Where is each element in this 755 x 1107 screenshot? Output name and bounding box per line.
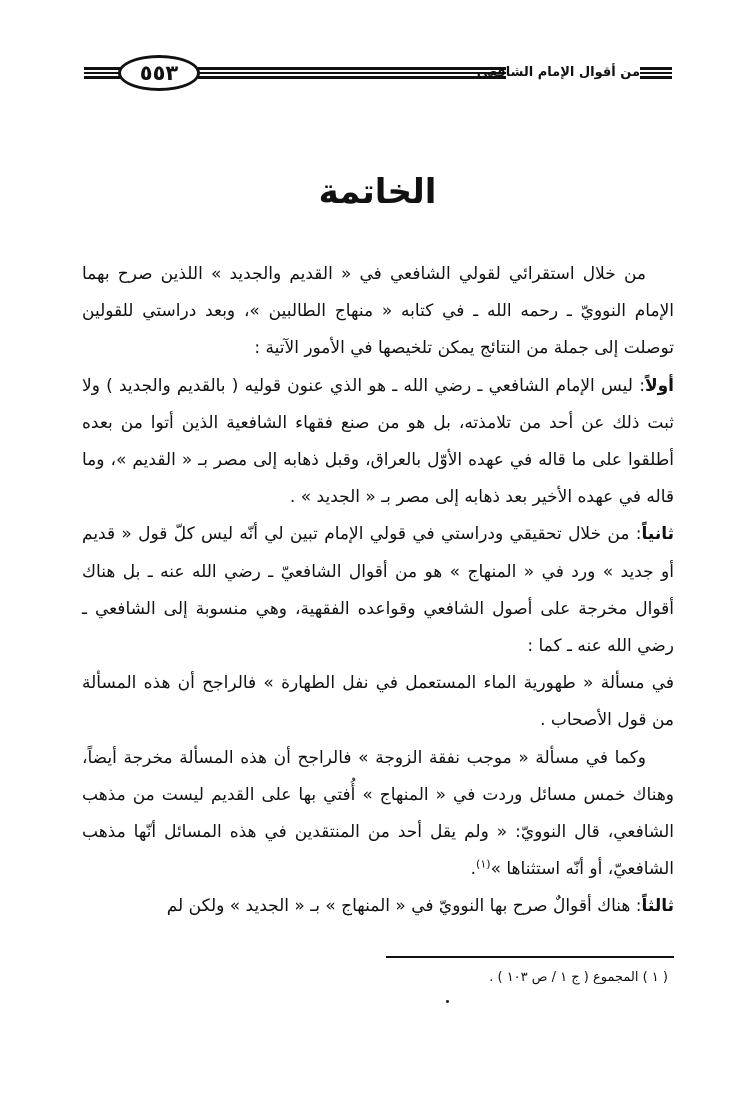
third-point-label: ثالثاً: [641, 896, 674, 917]
paragraph-second-point: [82, 516, 674, 665]
running-title: من أقوال الإمام الشافعي: [476, 65, 640, 80]
header-rule-middle: [198, 65, 506, 81]
footnote: ( ١ ) المجموع ( ج ١ / ص ١٠٣ ) .: [489, 970, 668, 985]
footnote-divider: [386, 956, 674, 958]
paragraph-intro: من خلال استقرائي لقولي الشافعي في « القديم والجديد » اللذين صرح بهما الإمام النوويّ ـ رحمه الله ـ في كتابه « منهاج الطالبين »، وبعد دراستي للقولين توصلت إلى جملة من النتائج يمكن تلخيصها في الأمور الآتية :: [82, 264, 674, 359]
body-text: [82, 256, 674, 926]
paragraph-first-point: [82, 368, 674, 517]
paragraph-third-point: [82, 888, 674, 925]
footnote-reference: (١): [476, 857, 491, 871]
first-point-text: : ليس الإمام الشافعي ـ رضي الله ـ هو الذي عنون قوليه ( بالقديم والجديد ) ولا ثبت ذلك عن أحد من تلامذته، بل هو من صنع فقهاء الشافعية الذين أتوا من بعده أطلقوا على ما قاله في عهده الأوّل بالعراق، وقبل ذهابه إلى مصر بـ « القديم »، وما قاله في عهده الأخير بعد ذهابه إلى مصر بـ « الجديد » .: [82, 375, 674, 508]
paragraph-water-issue: في مسألة « طهورية الماء المستعمل في نفل الطهارة » فالراجح أن هذه المسألة من قول الأصحاب .: [82, 673, 674, 731]
paragraph-alimony-issue: [82, 740, 674, 889]
chapter-title: الخاتمة: [318, 172, 437, 212]
first-point-label: أولاً: [644, 375, 674, 396]
second-point-text: : من خلال تحقيقي ودراستي في قولي الإمام تبين لي أنّه ليس كلّ قول « قديم أو جديد » ورد في « المنهاج » هو من أقوال الشافعيّ ـ رضي الله عنه ـ بل هناك أقوال مخرجة على أصول الشافعي وقواعده الفقهية، وهي منسوبة إلى الشافعي ـ رضي الله عنه ـ كما :: [82, 524, 674, 657]
header-rule-left: [84, 65, 122, 81]
print-speck: [446, 1000, 449, 1003]
alimony-issue-end: .: [470, 859, 477, 880]
second-point-label: ثانياً: [641, 524, 674, 545]
alimony-issue-text: وكما في مسألة « موجب نفقة الزوجة » فالراجح أن هذه المسألة مخرجة أيضاً، وهناك خمس مسائل وردت في « المنهاج » أُفتي بها على القديم ليست من مذهب الشافعي، قال النوويّ: « ولم يقل أحد من المنتقدين في هذه المسائل أنّها مذهب الشافعيّ، أو أنّه استثناها »: [82, 747, 674, 880]
header-rule-right: [640, 65, 672, 81]
page-number: ٥٥٣: [118, 55, 200, 91]
third-point-text: : هناك أقوالٌ صرح بها النوويّ في « المنهاج » بـ « الجديد » ولكن لم: [166, 896, 642, 917]
